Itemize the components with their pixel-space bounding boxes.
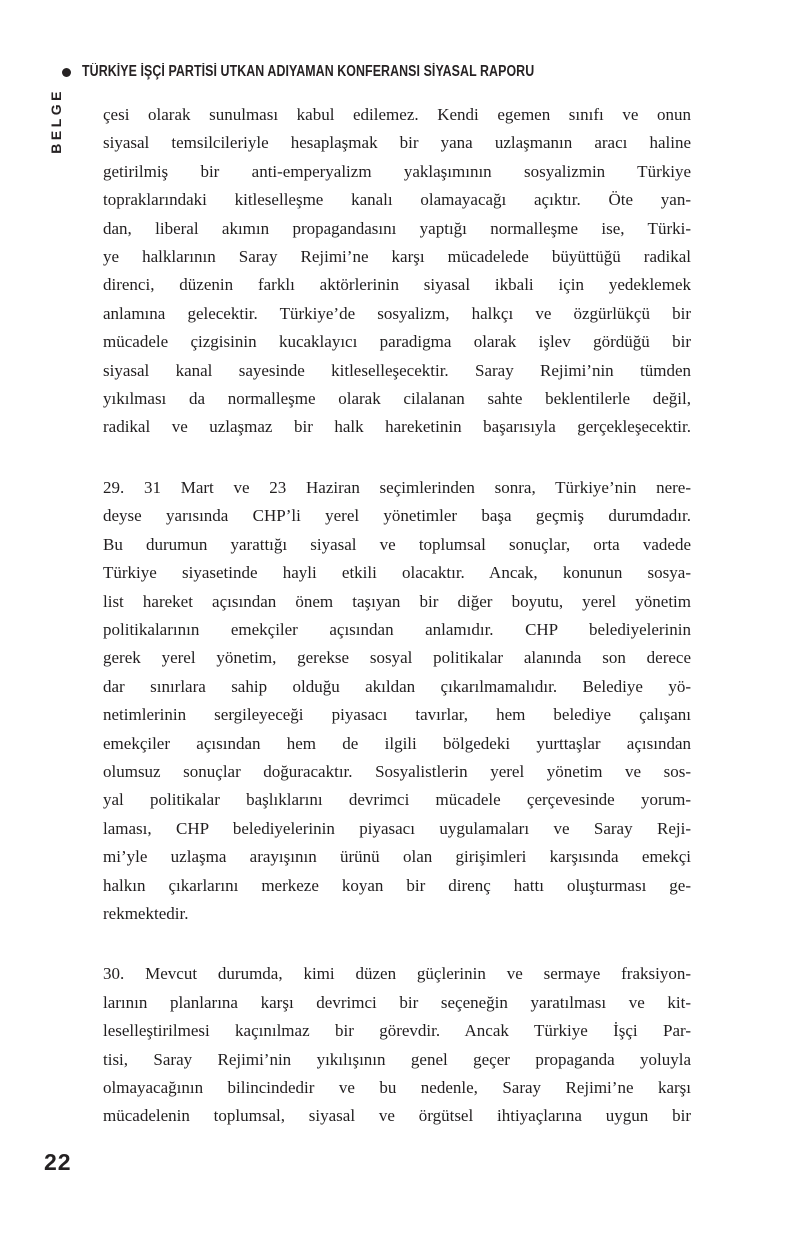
text-line: yıkılması da normalleşme olarak cilalanan sahte beklentilerle değil,: [103, 389, 691, 409]
paragraph: [103, 101, 691, 442]
paragraph: [103, 474, 691, 929]
text-line: politikalarının emekçiler açısından anlamıdır. CHP belediyelerinin: [103, 619, 691, 639]
text-line: yal politikalar başlıklarını devrimci mücadele çerçevesinde yorum-: [103, 790, 691, 810]
text-line: siyasal kanal sayesinde kitleselleşecektir. Saray Rejimi’nin tümden: [103, 360, 691, 380]
running-header: [62, 63, 647, 81]
text-line: 29. 31 Mart ve 23 Haziran seçimlerinden sonra, Türkiye’nin nere-: [103, 477, 691, 497]
text-line: mücadele çizgisinin kucaklayıcı paradigma olarak işlev gördüğü bir: [103, 332, 691, 352]
text-line: topraklarındaki kitleselleşme kanalı olamayacağı açıktır. Öte yan-: [103, 190, 691, 210]
text-line: list hareket açısından önem taşıyan bir diğer boyutu, yerel yönetim: [103, 591, 691, 611]
body-text: [103, 101, 691, 1131]
page-number: 22: [44, 1149, 72, 1175]
text-line: 30. Mevcut durumda, kimi düzen güçlerinin ve sermaye fraksiyon-: [103, 964, 691, 984]
bullet-icon: [62, 68, 71, 77]
text-line: mi’yle uzlaşma arayışının ürünü olan girişimleri karşısında emekçi: [103, 847, 691, 867]
text-line: halkın çıkarlarını merkeze koyan bir direnç hattı oluşturması ge-: [103, 875, 691, 895]
text-line: larının planlarına karşı devrimci bir seçeneğin yaratılması ve kit-: [103, 992, 691, 1012]
text-line: dan, liberal akımın propagandasını yaptığı normalleşme ise, Türki-: [103, 218, 691, 238]
text-line: mücadelenin toplumsal, siyasal ve örgütsel ihtiyaçlarına uygun bir: [103, 1106, 691, 1126]
text-line: tisi, Saray Rejimi’nin yıkılışının genel geçer propaganda yoluyla: [103, 1049, 691, 1069]
text-line: direnci, düzenin farklı aktörlerinin siyasal ikbali için yedeklemek: [103, 275, 691, 295]
side-label-belge: BELGE: [48, 88, 64, 154]
text-line: Bu durumun yarattığı siyasal ve toplumsal sonuçlar, orta vadede: [103, 534, 691, 554]
text-line: ye halklarının Saray Rejimi’ne karşı mücadelede büyüttüğü radikal: [103, 247, 691, 267]
paragraph: [103, 960, 691, 1130]
text-line: anlamına gelecektir. Türkiye’de sosyalizm, halkçı ve özgürlükçü bir: [103, 303, 691, 323]
text-line: laması, CHP belediyelerinin piyasacı uygulamaları ve Saray Reji-: [103, 818, 691, 838]
text-line: leselleştirilmesi kaçınılmaz bir görevdir. Ancak Türkiye İşçi Par-: [103, 1021, 691, 1041]
text-line: olmayacağının bilincindedir ve bu nedenle, Saray Rejimi’ne karşı: [103, 1078, 691, 1097]
text-line: dar sınırlara sahip olduğu akıldan çıkarılmamalıdır. Belediye yö-: [103, 676, 691, 696]
text-line: getirilmiş bir anti-emperyalizm yaklaşımının sosyalizmin Türkiye: [103, 161, 691, 181]
running-header-title: TÜRKİYE İŞÇİ PARTİSİ UTKAN ADIYAMAN KONFERANSI SİYASAL RAPORU: [82, 63, 535, 80]
text-line: gerek yerel yönetim, gerekse sosyal politikalar alanında son derece: [103, 648, 691, 668]
text-line: çesi olarak sunulması kabul edilemez. Kendi egemen sınıfı ve onun: [103, 105, 691, 124]
text-line: netimlerinin sergileyeceği piyasacı tavırlar, hem belediye çalışanı: [103, 705, 691, 725]
text-line: rekmektedir.: [103, 903, 189, 923]
text-line: siyasal temsilcileriyle hesaplaşmak bir yana uzlaşmanın aracı haline: [103, 133, 691, 153]
text-line: deyse yarısında CHP’li yerel yönetimler başa geçmiş durumdadır.: [103, 506, 691, 526]
text-line: olumsuz sonuçlar doğuracaktır. Sosyalistlerin yerel yönetim ve sos-: [103, 761, 691, 781]
text-line: radikal ve uzlaşmaz bir halk hareketinin başarısıyla gerçekleşecektir.: [103, 417, 691, 437]
text-line: emekçiler açısından hem de ilgili bölgedeki yurttaşlar açısından: [103, 733, 691, 753]
text-line: Türkiye siyasetinde hayli etkili olacaktır. Ancak, konunun sosya-: [103, 563, 691, 583]
